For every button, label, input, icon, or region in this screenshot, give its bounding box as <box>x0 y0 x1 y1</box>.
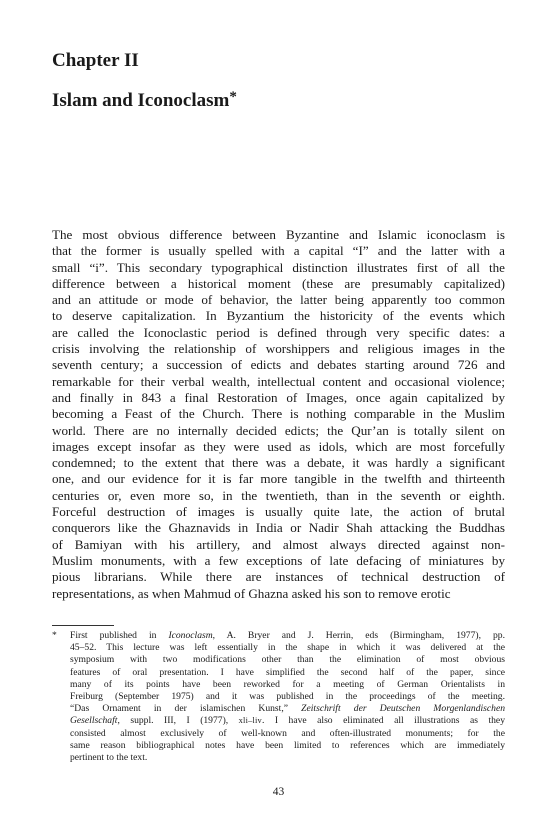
footnote-italic: Iconoclasm <box>168 630 213 641</box>
footnote <box>52 630 505 764</box>
footnote-text: “Das Ornament in der islamischen Kunst,” <box>70 703 302 715</box>
body-line: pious librarians. While there are instances of technical destruction of <box>52 569 505 585</box>
footnote-line: consisted almost exclusively of well-known and often-illustrated monuments; for the <box>70 727 505 739</box>
footnote-line <box>52 703 505 715</box>
body-line: world. There are no internally decided edicts; the Qur’an is totally silent on <box>52 422 505 438</box>
footnote-reference-mark: * <box>229 89 237 105</box>
footnote-marker: * <box>52 630 57 641</box>
footnote-line: same reason bibliographical notes have been limited to references which are immediately <box>70 739 505 751</box>
footnote-line <box>52 715 505 727</box>
footnote-small-caps: xli–liv <box>238 716 262 726</box>
body-text <box>52 227 505 602</box>
body-line: seventh century; a succession of edicts and debates starting around 726 and <box>52 357 505 373</box>
chapter-label: Chapter II <box>52 50 139 71</box>
body-line: to deserve capitalization. In Byzantium the historicity of the events which <box>52 308 505 324</box>
footnote-italic: Zeitschrift der Deutschen Morgenlandischen <box>301 703 505 715</box>
footnote-line: pertinent to the text. <box>70 751 148 763</box>
body-line: difference between a historical moment (these are presumably capitalized) <box>52 275 505 291</box>
body-line: and an attitude or mode of behavior, the latter being apparently too common <box>52 292 505 308</box>
body-line: Muslim monuments, with a few exceptions of late defacing of miniatures by <box>52 552 505 568</box>
body-line: are called the Iconoclastic period is defined through very specific dates: a <box>52 324 505 340</box>
body-line: The most obvious difference between Byzantine and Islamic iconoclasm is <box>52 227 505 242</box>
chapter-title <box>52 90 237 112</box>
body-line: becoming a Feast of the Church. There is nothing comparable in the Muslim <box>52 406 505 422</box>
page-number: 43 <box>272 786 285 798</box>
body-line: crisis involving the relationship of worshippers and religious images in the <box>52 341 505 357</box>
footnote-line: symposium with two modifications other than the elimination of most obvious <box>70 654 505 666</box>
footnote-line: features of oral presentation. I have simplified the second half of the paper, since <box>70 666 505 678</box>
chapter-title-text: Islam and Iconoclasm <box>52 90 230 111</box>
body-line: images except insofar as they were used as idols, which are most forcefully <box>52 438 505 454</box>
body-line: of Bamiyan with his artillery, and almost always directed against non- <box>52 536 505 552</box>
footnote-divider <box>52 625 114 626</box>
body-line: centuries or, even more so, in the twentieth, than in the seventh or eighth. <box>52 487 505 503</box>
footnote-text: , suppl. III, I (1977), <box>117 715 239 727</box>
footnote-line: many of its points have been reworked for a meeting of German Orientalists in <box>70 678 505 690</box>
body-line: condemned; to the extent that there was a debate, it was hardly a significant <box>52 455 505 471</box>
footnote-line <box>52 630 505 642</box>
footnote-text: , A. Bryer and J. Herrin, eds (Birmingham, 1977), pp. <box>212 630 505 641</box>
body-line: representations, as when Mahmud of Ghazna asked his son to remove erotic <box>52 585 451 601</box>
body-line: conquerors like the Ghaznavids in India or Nadir Shah attacking the Buddhas <box>52 520 505 536</box>
body-line: one, and our evidence for it is far more tangible in the twelfth and thirteenth <box>52 471 505 487</box>
footnote-line: Freiburg (September 1975) and it was published in the proceedings of the meeting. <box>70 690 505 702</box>
body-line: that the former is usually spelled with a capital “I” and the latter with a <box>52 243 505 259</box>
footnote-italic: Gesellschaft <box>70 715 118 727</box>
body-line: small “i”. This secondary typographical distinction illustrates first of all the <box>52 259 505 275</box>
footnote-line: 45–52. This lecture was left essentially in the shape in which it was delivered at the <box>70 642 505 654</box>
body-line: and finally in 843 a final Restoration of Images, once again capitalized by <box>52 389 505 405</box>
footnote-text: . I have also eliminated all illustrations as they <box>261 715 505 727</box>
body-line: remarkable for their verbal wealth, intellectual content and occasional violence; <box>52 373 505 389</box>
body-line: Forceful destruction of images is usually quite late, the action of brutal <box>52 504 505 520</box>
footnote-text: First published in <box>70 630 169 641</box>
